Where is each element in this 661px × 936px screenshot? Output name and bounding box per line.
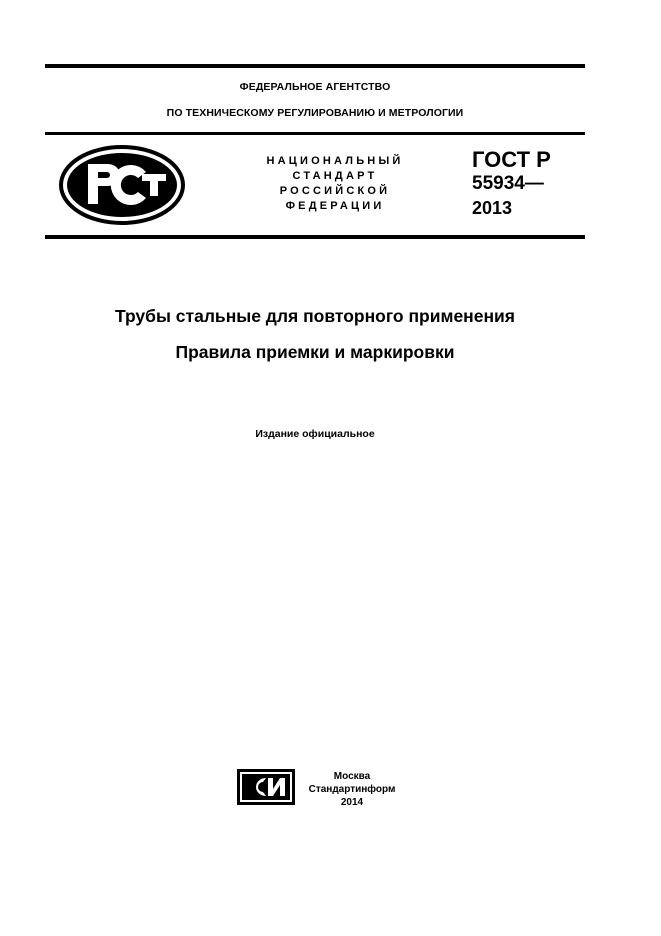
rst-certification-mark-icon — [58, 144, 186, 226]
national-line-4: ФЕДЕРАЦИИ — [285, 200, 385, 212]
publisher-info — [302, 770, 402, 809]
designation-year: 2013 — [472, 198, 513, 218]
national-line-3: РОССИЙСКОЙ — [279, 185, 391, 197]
document-title-line-1: Трубы стальные для повторного применения — [114, 306, 516, 326]
header-rule — [45, 132, 585, 135]
agency-line-1: ФЕДЕРАЛЬНОЕ АГЕНТСТВО — [239, 81, 391, 93]
national-line-2: СТАНДАРТ — [292, 170, 378, 182]
standartinform-logo-icon — [236, 768, 296, 806]
document-title-line-2: Правила приемки и маркировки — [175, 342, 455, 362]
agency-line-2: ПО ТЕХНИЧЕСКОМУ РЕГУЛИРОВАНИЮ И МЕТРОЛОГИИ — [166, 107, 464, 119]
standard-designation — [472, 148, 551, 220]
top-rule — [45, 64, 585, 68]
national-line-1: НАЦИОНАЛЬНЫЙ — [266, 155, 404, 167]
designation-prefix: ГОСТ Р — [472, 147, 551, 172]
designation-number: 55934— — [472, 173, 544, 194]
publisher-year: 2014 — [340, 797, 364, 808]
publisher-city: Москва — [333, 771, 371, 782]
edition-label: Издание официальное — [255, 428, 375, 440]
publisher-name: Стандартинформ — [308, 784, 396, 795]
block-bottom-rule — [45, 235, 585, 239]
national-standard-caption — [250, 154, 420, 214]
